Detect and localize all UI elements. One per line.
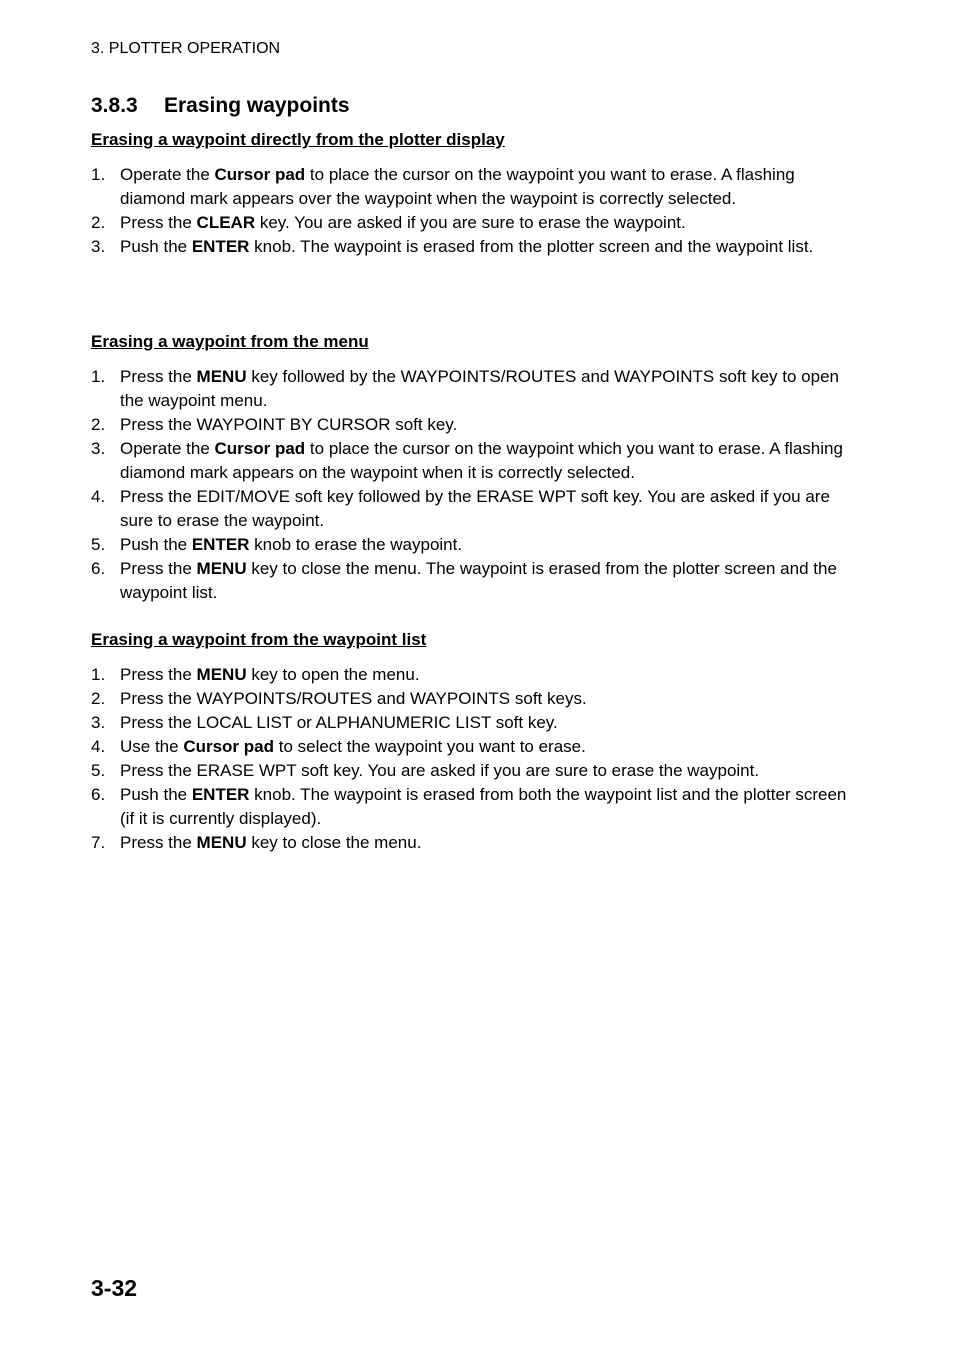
step-item: 4. Use the Cursor pad to select the waypoint you want to erase.	[91, 735, 851, 759]
subheading-erase-from-menu: Erasing a waypoint from the menu	[91, 332, 369, 351]
key-name: MENU	[196, 559, 247, 578]
step-number: 7.	[91, 833, 106, 852]
subheading-erase-from-plotter: Erasing a waypoint directly from the plotter display	[91, 130, 505, 149]
step-item: 5. Push the ENTER knob to erase the waypoint.	[91, 533, 851, 557]
step-item: 1. Operate the Cursor pad to place the cursor on the waypoint you want to erase. A flashing diamond mark appears over the waypoint when the waypoint is correctly selected.	[91, 165, 795, 208]
step-item: 2. Press the WAYPOINTS/ROUTES and WAYPOINTS soft keys.	[91, 687, 851, 711]
step-number: 4.	[91, 737, 106, 756]
step-item: 2. Press the CLEAR key. You are asked if you are sure to erase the waypoint.	[91, 211, 851, 235]
step-item: 6. Push the ENTER knob. The waypoint is erased from both the waypoint list and the plotter screen (if it is currently displayed).	[91, 785, 847, 828]
step-number: 1.	[91, 165, 106, 184]
step-item: 1. Press the MENU key to open the menu.	[91, 663, 851, 687]
step-item: 3. Push the ENTER knob. The waypoint is erased from the plotter screen and the waypoint list.	[91, 235, 851, 259]
key-name: Cursor pad	[214, 439, 306, 458]
step-item: 4. Press the EDIT/MOVE soft key followed by the ERASE WPT soft key. You are asked if you are sure to erase the waypoint.	[91, 487, 830, 530]
key-name: ENTER	[191, 785, 250, 804]
step-number: 6.	[91, 785, 106, 804]
step-number: 2.	[91, 213, 106, 232]
key-name: Cursor pad	[214, 165, 306, 184]
steps-erase-from-menu	[91, 365, 851, 605]
step-item: 7. Press the MENU key to close the menu.	[91, 831, 851, 855]
key-name: MENU	[196, 665, 247, 684]
step-number: 3.	[91, 237, 106, 256]
key-name: Cursor pad	[183, 737, 274, 756]
running-header: 3. PLOTTER OPERATION	[91, 40, 281, 57]
step-number: 6.	[91, 559, 106, 578]
step-item: 3. Press the LOCAL LIST or ALPHANUMERIC LIST soft key.	[91, 711, 851, 735]
steps-erase-from-list	[91, 663, 851, 855]
step-number: 3.	[91, 713, 106, 732]
key-name: MENU	[196, 833, 247, 852]
key-name: ENTER	[191, 535, 250, 554]
step-number: 1.	[91, 367, 106, 386]
step-item: 6. Press the MENU key to close the menu. The waypoint is erased from the plotter screen and the waypoint list.	[91, 559, 837, 602]
steps-erase-from-plotter	[91, 163, 851, 259]
page-number: 3-32	[91, 1275, 138, 1301]
step-number: 3.	[91, 439, 106, 458]
step-item: 3. Operate the Cursor pad to place the cursor on the waypoint which you want to erase. A flashing diamond mark appears on the waypoint when it is correctly selected.	[91, 439, 843, 482]
key-name: ENTER	[191, 237, 250, 256]
key-name: CLEAR	[196, 213, 256, 232]
step-number: 5.	[91, 761, 106, 780]
section-title	[91, 92, 350, 120]
step-number: 4.	[91, 487, 106, 506]
step-number: 1.	[91, 665, 106, 684]
section-number: 3.8.3	[91, 94, 138, 117]
step-number: 2.	[91, 415, 106, 434]
step-number: 2.	[91, 689, 106, 708]
key-name: MENU	[196, 367, 247, 386]
section-title-text: Erasing waypoints	[164, 94, 350, 117]
step-item: 1. Press the MENU key followed by the WAYPOINTS/ROUTES and WAYPOINTS soft key to open the waypoint menu.	[91, 367, 839, 410]
step-number: 5.	[91, 535, 106, 554]
subheading-erase-from-list: Erasing a waypoint from the waypoint list	[91, 630, 427, 649]
step-item: 2. Press the WAYPOINT BY CURSOR soft key.	[91, 413, 851, 437]
step-item: 5. Press the ERASE WPT soft key. You are asked if you are sure to erase the waypoint.	[91, 759, 851, 783]
